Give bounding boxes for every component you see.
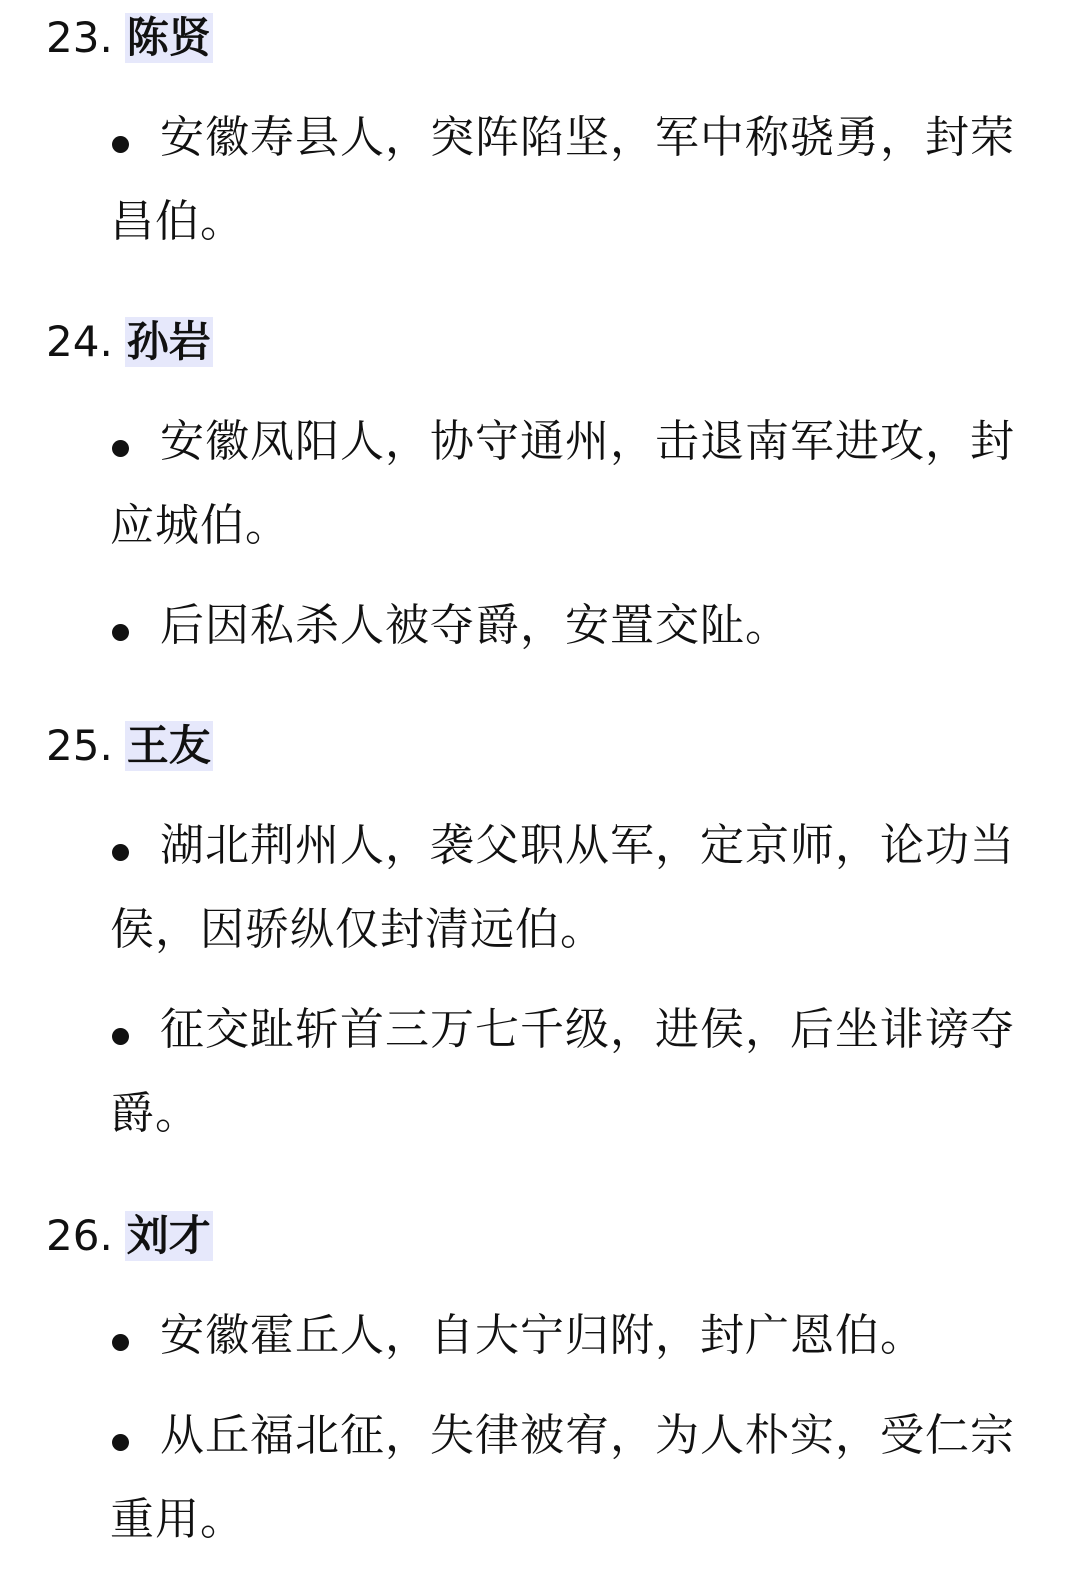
entry-number: 24. (46, 317, 113, 366)
bullet-text: 安徽寿县人，突阵陷坚，军中称骁勇，封荣昌伯。 (110, 112, 1015, 247)
entry-number: 25. (46, 721, 113, 770)
entry-name-highlight: 刘才 (126, 1211, 211, 1260)
bullet-text: 安徽霍丘人，自大宁归附，封广恩伯。 (160, 1310, 925, 1361)
entry-name-highlight: 王友 (126, 721, 211, 770)
bullet-item (110, 804, 1030, 972)
entry-number: 23. (46, 13, 113, 62)
entry-heading-25 (46, 714, 213, 778)
bullet-item (110, 400, 1030, 568)
bullet-item (110, 988, 1030, 1156)
bullet-item (110, 1294, 1030, 1378)
bullet-item (110, 584, 1030, 668)
entry-number: 26. (46, 1211, 113, 1260)
bullet-text: 征交趾斩首三万七千级，进侯，后坐诽谤夺爵。 (110, 1004, 1015, 1139)
entry-name-highlight: 孙岩 (126, 317, 211, 366)
bullet-text: 后因私杀人被夺爵，安置交阯。 (160, 600, 790, 651)
bullet-text: 从丘福北征，失律被宥，为人朴实，受仁宗重用。 (110, 1410, 1015, 1545)
entry-heading-26 (46, 1204, 213, 1268)
entry-heading-24 (46, 310, 213, 374)
bullet-text: 湖北荆州人，袭父职从军，定京师，论功当侯，因骄纵仅封清远伯。 (110, 820, 1015, 955)
bullet-item (110, 1394, 1030, 1562)
bullet-text: 安徽凤阳人，协守通州，击退南军进攻，封应城伯。 (110, 416, 1015, 551)
bullet-item (110, 96, 1030, 264)
entry-heading-23 (46, 6, 213, 70)
entry-name-highlight: 陈贤 (126, 13, 211, 62)
